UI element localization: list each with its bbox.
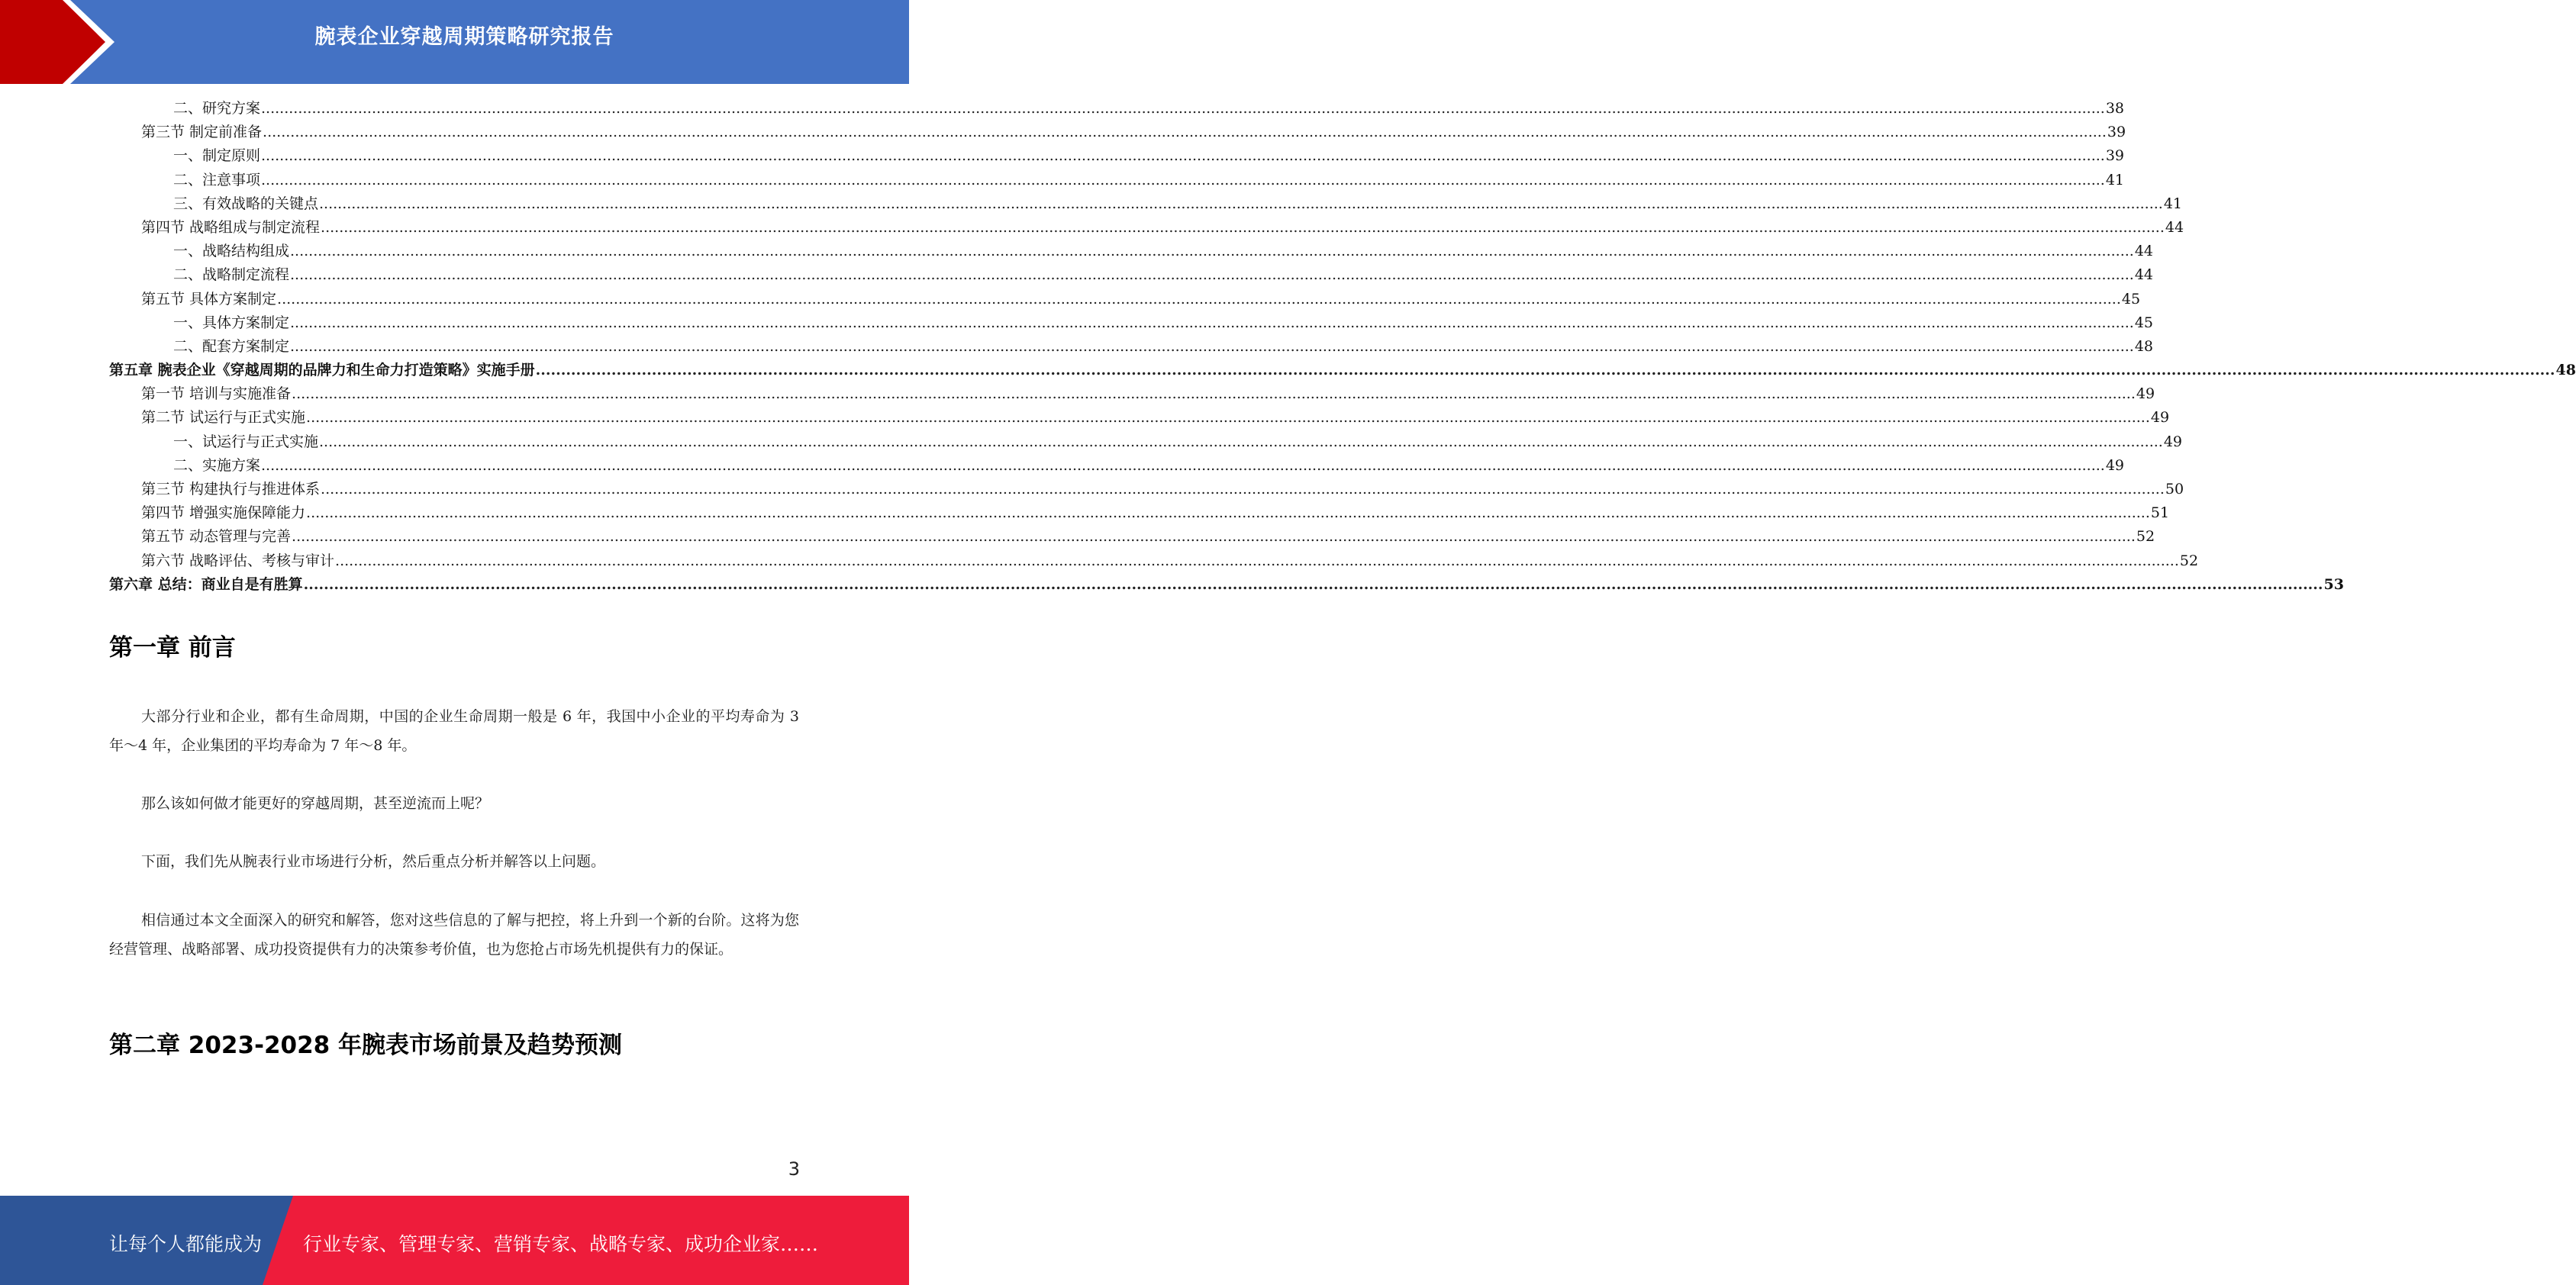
toc-entry[interactable] <box>109 263 2154 287</box>
document-title: 腕表企业穿越周期策略研究报告 <box>314 25 614 49</box>
toc-dot-leader: ................................................................................................................................................................................................................................................................................................................................................................................................................ <box>290 243 2134 260</box>
toc-dot-leader: ................................................................................................................................................................................................................................................................................................................................................................................................................ <box>303 575 2323 593</box>
toc-entry[interactable] <box>109 335 2154 359</box>
toc-entry-page: 45 <box>2134 314 2154 331</box>
toc-dot-leader: ................................................................................................................................................................................................................................................................................................................................................................................................................ <box>292 385 2136 403</box>
toc-dot-leader: ................................................................................................................................................................................................................................................................................................................................................................................................................ <box>306 504 2150 522</box>
toc-dot-leader: ................................................................................................................................................................................................................................................................................................................................................................................................................ <box>290 314 2134 331</box>
toc-entry-page: 49 <box>2163 433 2183 450</box>
toc-entry-title: 第六章 总结：商业自是有胜算 <box>109 575 303 593</box>
page-header <box>0 0 909 84</box>
toc-dot-leader: ................................................................................................................................................................................................................................................................................................................................................................................................................ <box>290 266 2134 284</box>
toc-entry[interactable] <box>109 144 2125 168</box>
toc-entry-page: 38 <box>2105 100 2125 117</box>
toc-entry-page: 50 <box>2165 481 2184 498</box>
toc-dot-leader: ................................................................................................................................................................................................................................................................................................................................................................................................................ <box>306 409 2150 427</box>
toc-entry-title: 第二节 试运行与正式实施 <box>141 409 306 427</box>
toc-dot-leader: ................................................................................................................................................................................................................................................................................................................................................................................................................ <box>261 147 2105 165</box>
toc-entry-title: 第三节 制定前准备 <box>141 124 263 141</box>
toc-entry-title: 第四节 战略组成与制定流程 <box>141 218 321 236</box>
toc-entry-page: 52 <box>2179 552 2199 569</box>
toc-entry[interactable] <box>109 216 2184 240</box>
toc-entry[interactable] <box>109 501 2170 525</box>
toc-entry-title: 一、战略结构组成 <box>173 243 290 260</box>
toc-entry[interactable] <box>109 525 2155 549</box>
toc-entry-page: 39 <box>2105 147 2125 165</box>
paragraph-4: 相信通过本文全面深入的研究和解答，您对这些信息的了解与把控，将上升到一个新的台阶。这将为您经营管理、战略部署、成功投资提供有力的决策参考价值，也为您抢占市场先机提供有力的保证。 <box>109 912 799 958</box>
paragraph-2: 那么该如何做才能更好的穿越周期，甚至逆流而上呢？ <box>141 795 490 812</box>
footer-slogan-left: 让每个人都能成为 <box>109 1233 263 1255</box>
toc-dot-leader: ................................................................................................................................................................................................................................................................................................................................................................................................................ <box>321 218 2165 236</box>
toc-entry-title: 第三节 构建执行与推进体系 <box>141 481 321 498</box>
toc-entry[interactable] <box>109 288 2141 311</box>
toc-dot-leader: ................................................................................................................................................................................................................................................................................................................................................................................................................ <box>261 171 2105 188</box>
toc-dot-leader: ................................................................................................................................................................................................................................................................................................................................................................................................................ <box>335 552 2179 569</box>
page-footer <box>0 1196 909 1285</box>
toc-entry-page: 49 <box>2105 456 2125 474</box>
toc-entry-page: 48 <box>2134 337 2154 355</box>
toc-dot-leader: ................................................................................................................................................................................................................................................................................................................................................................................................................ <box>277 290 2121 308</box>
toc-entry-title: 三、有效战略的关键点 <box>173 195 319 212</box>
toc-entry-title: 第五节 具体方案制定 <box>141 290 277 308</box>
toc-entry[interactable] <box>109 192 2183 216</box>
page-number: 3 <box>788 1158 800 1180</box>
toc-entry-page: 44 <box>2134 243 2154 260</box>
toc-dot-leader: ................................................................................................................................................................................................................................................................................................................................................................................................................ <box>319 195 2163 212</box>
toc-entry-title: 二、研究方案 <box>173 100 261 117</box>
paragraph-3: 下面，我们先从腕表行业市场进行分析，然后重点分析并解答以上问题。 <box>141 853 606 870</box>
toc-dot-leader: ................................................................................................................................................................................................................................................................................................................................................................................................................ <box>263 124 2107 141</box>
toc-dot-leader: ................................................................................................................................................................................................................................................................................................................................................................................................................ <box>292 528 2136 546</box>
toc-dot-leader: ................................................................................................................................................................................................................................................................................................................................................................................................................ <box>321 481 2165 498</box>
toc-dot-leader: ................................................................................................................................................................................................................................................................................................................................................................................................................ <box>319 433 2163 450</box>
toc-entry-title: 第四节 增强实施保障能力 <box>141 504 306 522</box>
toc-entry[interactable] <box>109 97 2125 121</box>
toc-entry[interactable] <box>109 478 2184 501</box>
toc-entry-title: 第五节 动态管理与完善 <box>141 528 292 546</box>
chapter-heading-2: 第二章 2023-2028 年腕表市场前景及趋势预测 <box>109 1032 623 1059</box>
footer-slogan-right: 行业专家、管理专家、营销专家、战略专家、成功企业家…… <box>303 1233 819 1255</box>
toc-entry[interactable] <box>109 169 2125 192</box>
toc-dot-leader: ................................................................................................................................................................................................................................................................................................................................................................................................................ <box>535 362 2555 379</box>
toc-entry[interactable] <box>109 573 2344 597</box>
toc-entry-title: 二、配套方案制定 <box>173 337 290 355</box>
toc-entry-page: 52 <box>2136 528 2155 546</box>
toc-entry-title: 一、试运行与正式实施 <box>173 433 319 450</box>
toc-entry-title: 二、战略制定流程 <box>173 266 290 284</box>
toc-dot-leader: ................................................................................................................................................................................................................................................................................................................................................................................................................ <box>261 456 2105 474</box>
toc-entry-title: 二、注意事项 <box>173 171 261 188</box>
toc-entry[interactable] <box>109 454 2125 478</box>
toc-entry-title: 一、制定原则 <box>173 147 261 165</box>
toc-entry-title: 一、具体方案制定 <box>173 314 290 331</box>
toc-dot-leader: ................................................................................................................................................................................................................................................................................................................................................................................................................ <box>261 100 2105 117</box>
chapter-heading-1: 第一章 前言 <box>109 634 236 662</box>
toc-entry-page: 41 <box>2163 195 2183 212</box>
toc-entry-page: 39 <box>2107 124 2126 141</box>
toc-entry[interactable] <box>109 430 2183 454</box>
toc-entry-page: 49 <box>2136 385 2155 403</box>
toc-entry-page: 44 <box>2134 266 2154 284</box>
toc-entry-page: 53 <box>2323 575 2344 593</box>
toc-entry-title: 第六节 战略评估、考核与审计 <box>141 552 335 569</box>
toc-entry-page: 45 <box>2121 290 2141 308</box>
toc-entry[interactable] <box>109 406 2170 430</box>
toc-entry[interactable] <box>109 549 2199 573</box>
toc-entry-page: 44 <box>2165 218 2184 236</box>
toc-entry[interactable] <box>109 240 2154 263</box>
toc-entry[interactable] <box>109 382 2155 406</box>
toc-entry[interactable] <box>109 311 2154 335</box>
paragraph-1: 大部分行业和企业，都有生命周期，中国的企业生命周期一般是 6 年，我国中小企业的平均寿命为 3 年～4 年，企业集团的平均寿命为 7 年～8 年。 <box>109 708 799 754</box>
table-of-contents <box>109 97 2576 597</box>
toc-entry-page: 51 <box>2150 504 2170 522</box>
toc-entry-page: 48 <box>2555 362 2576 379</box>
toc-entry[interactable] <box>109 359 2576 382</box>
toc-entry-title: 二、实施方案 <box>173 456 261 474</box>
toc-entry-title: 第一节 培训与实施准备 <box>141 385 292 403</box>
toc-entry-title: 第五章 腕表企业《穿越周期的品牌力和生命力打造策略》实施手册 <box>109 362 535 379</box>
toc-entry[interactable] <box>109 121 2126 144</box>
toc-entry-page: 41 <box>2105 171 2125 188</box>
toc-entry-page: 49 <box>2150 409 2170 427</box>
toc-dot-leader: ................................................................................................................................................................................................................................................................................................................................................................................................................ <box>290 337 2134 355</box>
